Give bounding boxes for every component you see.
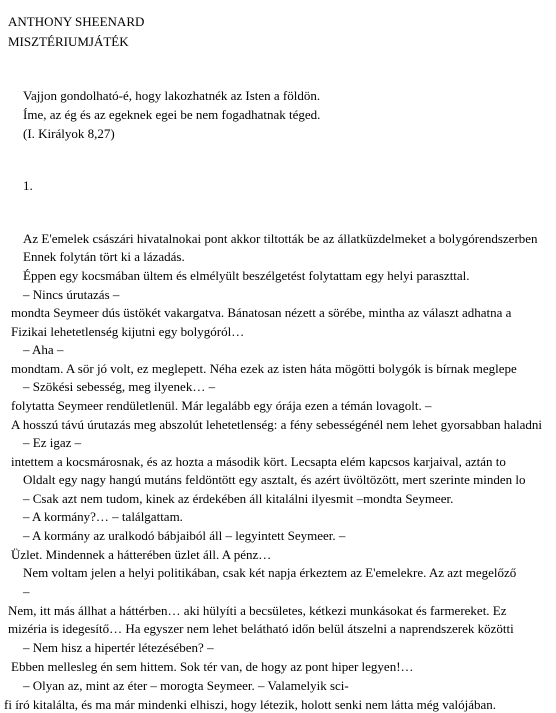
body-line: Éppen egy kocsmában ültem és elmélyült beszélgetést folytattam egy helyi paraszttal. [23, 268, 470, 283]
body-line: Nem, itt más állhat a háttérben… aki hülyíti a becsületes, kétkezi munkásokat és farmereket. Ez [8, 603, 507, 618]
body-line: A hosszú távú úrutazás meg abszolút lehetetlenség: a fény sebességénél nem lehet gyorsabban haladni [11, 417, 543, 432]
chapter-number: 1. [23, 178, 33, 193]
body-line: mizéria is idegesítő… Ha egyszer nem lehet belátható időn belül átszelni a naprendszerek közötti [8, 621, 514, 636]
body-line: Nem voltam jelen a helyi politikában, csak két napja érkeztem az E'emelekre. Az azt megelőző [23, 565, 517, 580]
epigraph-line: Vajjon gondolható-é, hogy lakozhatnék az Isten a földön. [23, 88, 321, 103]
body-line: – Nem hisz a hipertér létezésében? – [23, 640, 214, 655]
body-line: Fizikai lehetetlenség kijutni egy bolygóról… [11, 324, 245, 339]
body-line: – Csak azt nem tudom, kinek az érdekében áll kitalálni ilyesmit –mondta Seymeer. [23, 491, 454, 506]
body-line: – Ez igaz – [23, 435, 82, 450]
body-line: mondtam. A sör jó volt, ez meglepett. Néha ezek az isten háta mögötti bolygók is bírnak meglepe [11, 361, 517, 376]
body-line: Üzlet. Mindennek a hátterében üzlet áll. A pénz… [11, 547, 272, 562]
body-line: – Nincs úrutazás – [23, 287, 120, 302]
body-line: – [23, 584, 30, 599]
body-line: intettem a kocsmárosnak, és az hozta a második kört. Lecsapta elém kapcsos karjaival, aztán to [11, 454, 506, 469]
body-line: – Szökési sebesség, meg ilyenek… – [23, 379, 216, 394]
body-line: Ebben mellesleg én sem hittem. Sok tér van, de hogy az pont hiper legyen!… [11, 659, 414, 674]
body-line: Ennek folytán tört ki a lázadás. [23, 249, 185, 264]
body-line: mondta Seymeer dús üstökét vakargatva. Bánatosan nézett a sörébe, mintha az választ adhatna a [11, 305, 512, 320]
epigraph-line: Íme, az ég és az egeknek egei be nem fogadhatnak téged. [23, 107, 321, 122]
body-line: – Olyan az, mint az éter – morogta Seymeer. – Valamelyik sci- [23, 678, 349, 693]
body-line: fi író kitalálta, és ma már mindenki elhiszi, hogy létezik, holott senki nem látta még valójában. [4, 697, 497, 712]
epigraph-reference: (I. Királyok 8,27) [23, 126, 115, 141]
body-line: Oldalt egy nagy hangú mutáns feldöntött egy asztalt, és azért üvöltözött, mert szerinte minden lo [23, 472, 526, 487]
body-line: Az E'emelek császári hivatalnokai pont akkor tiltották be az állatküzdelmeket a bolygórendszerben [23, 231, 538, 246]
body-line: folytatta Seymeer rendületlenül. Már legalább egy órája ezen a témán lovagolt. – [11, 398, 432, 413]
body-line: – A kormány?… – találgattam. [23, 509, 183, 524]
author-name: ANTHONY SHEENARD [8, 14, 145, 29]
document-title: MISZTÉRIUMJÁTÉK [8, 34, 129, 49]
body-line: – Aha – [23, 342, 64, 357]
body-line: – A kormány az uralkodó bábjaiból áll – legyintett Seymeer. – [23, 528, 346, 543]
